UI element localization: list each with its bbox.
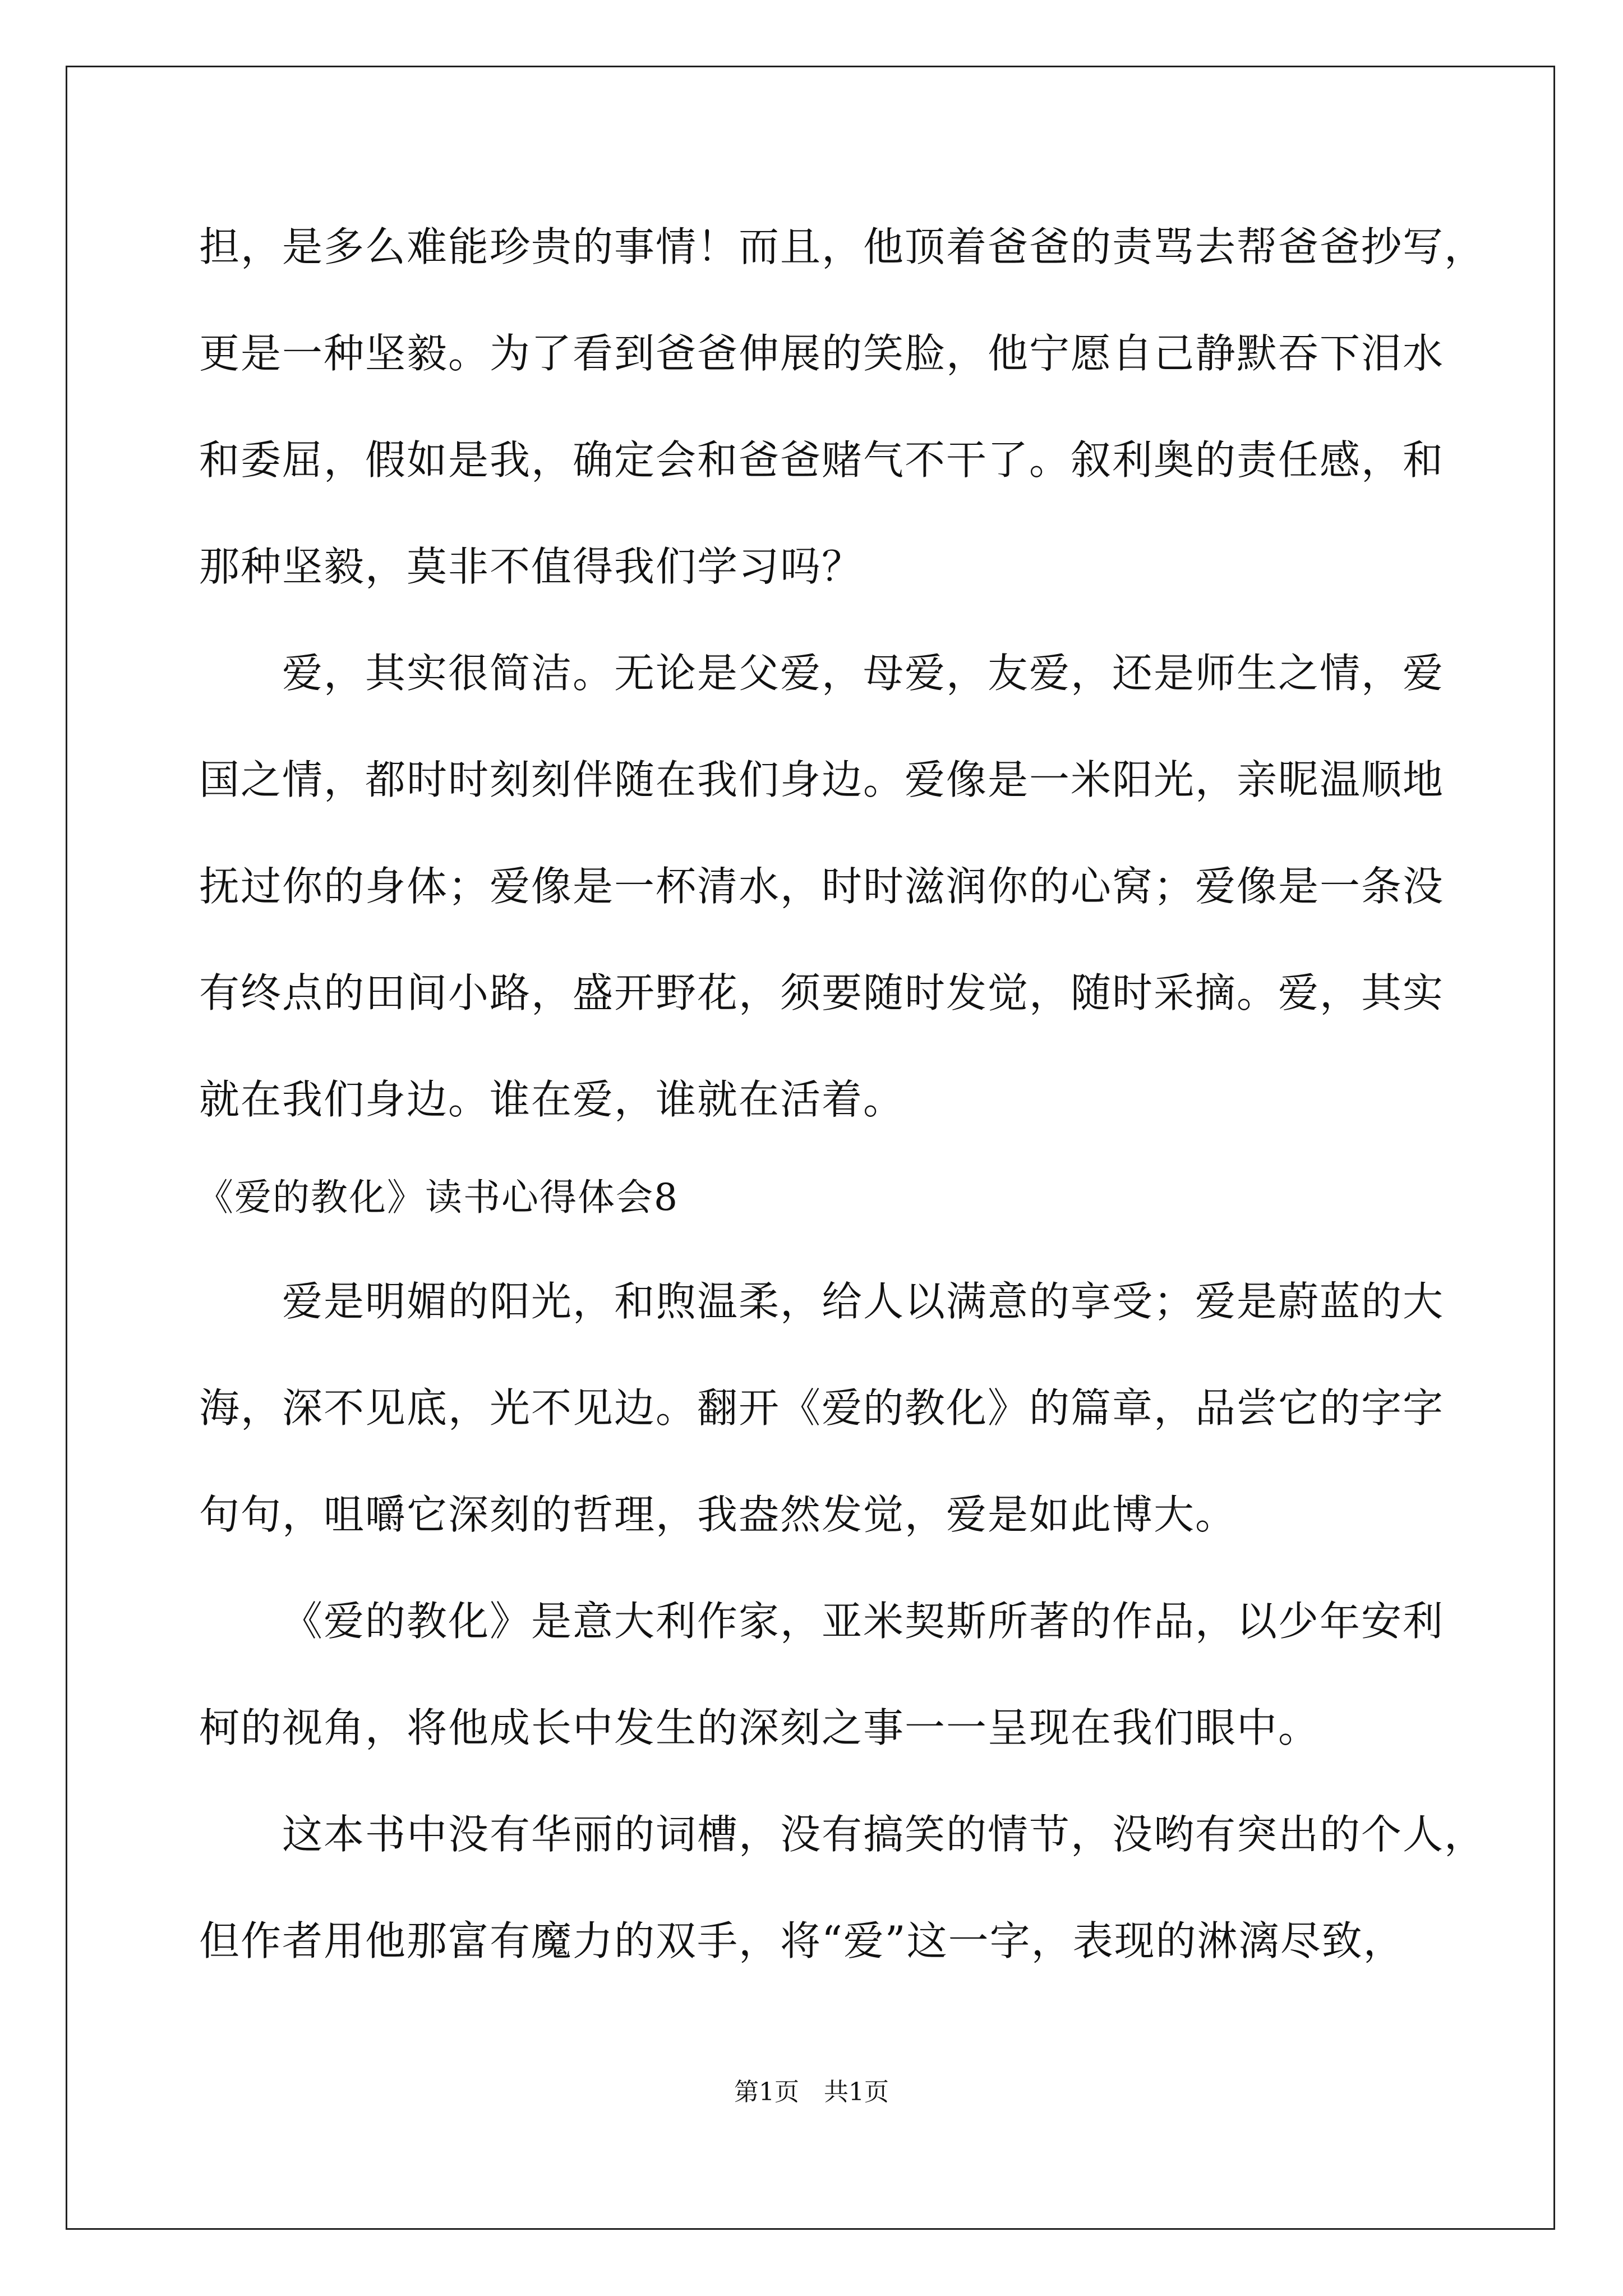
page-border bbox=[66, 66, 1555, 2230]
text-line: 海，深不见底，光不见边。翻开《爱的教化》的篇章，品尝它的字字 bbox=[199, 1384, 1445, 1432]
text-line: 抚过你的身体；爱像是一杯清水，时时滋润你的心窝；爱像是一条没 bbox=[199, 863, 1445, 910]
text-line: 和委屈，假如是我，确定会和爸爸赌气不干了。叙利奥的责任感，和 bbox=[199, 436, 1445, 484]
text-line: 爱，其实很简洁。无论是父爱，母爱，友爱，还是师生之情，爱 bbox=[282, 650, 1445, 697]
text-line: 句句，咀嚼它深刻的哲理，我盎然发觉，爱是如此博大。 bbox=[199, 1491, 1237, 1538]
text-line: 柯的视角，将他成长中发生的深刻之事一一呈现在我们眼中。 bbox=[199, 1704, 1320, 1751]
text-line: 国之情，都时时刻刻伴随在我们身边。爱像是一米阳光，亲昵温顺地 bbox=[199, 756, 1445, 803]
section-heading: 《爱的教化》读书心得体会8 bbox=[196, 1176, 679, 1219]
text-line: 这本书中没有华丽的词槽，没有搞笑的情节，没哟有突出的个人， bbox=[282, 1811, 1486, 1858]
text-line: 有终点的田间小路，盛开野花，须要随时发觉，随时采摘。爱，其实 bbox=[199, 969, 1445, 1016]
text-line: 但作者用他那富有魔力的双手，将“爱”这一字，表现的淋漓尽致， bbox=[199, 1917, 1405, 1964]
text-line: 《爱的教化》是意大利作家，亚米契斯所著的作品，以少年安利 bbox=[282, 1598, 1445, 1645]
page-number: 第1页 共1页 bbox=[734, 2078, 889, 2106]
text-line: 更是一种坚毅。为了看到爸爸伸展的笑脸，他宁愿自己静默吞下泪水 bbox=[199, 330, 1445, 377]
text-line: 就在我们身边。谁在爱，谁就在活着。 bbox=[199, 1076, 905, 1123]
text-line: 担，是多么难能珍贵的事情！而且，他顶着爸爸的责骂去帮爸爸抄写， bbox=[199, 223, 1486, 270]
text-line: 那种坚毅，莫非不值得我们学习吗？ bbox=[199, 543, 864, 590]
text-line: 爱是明媚的阳光，和煦温柔，给人以满意的享受；爱是蔚蓝的大 bbox=[282, 1278, 1445, 1325]
